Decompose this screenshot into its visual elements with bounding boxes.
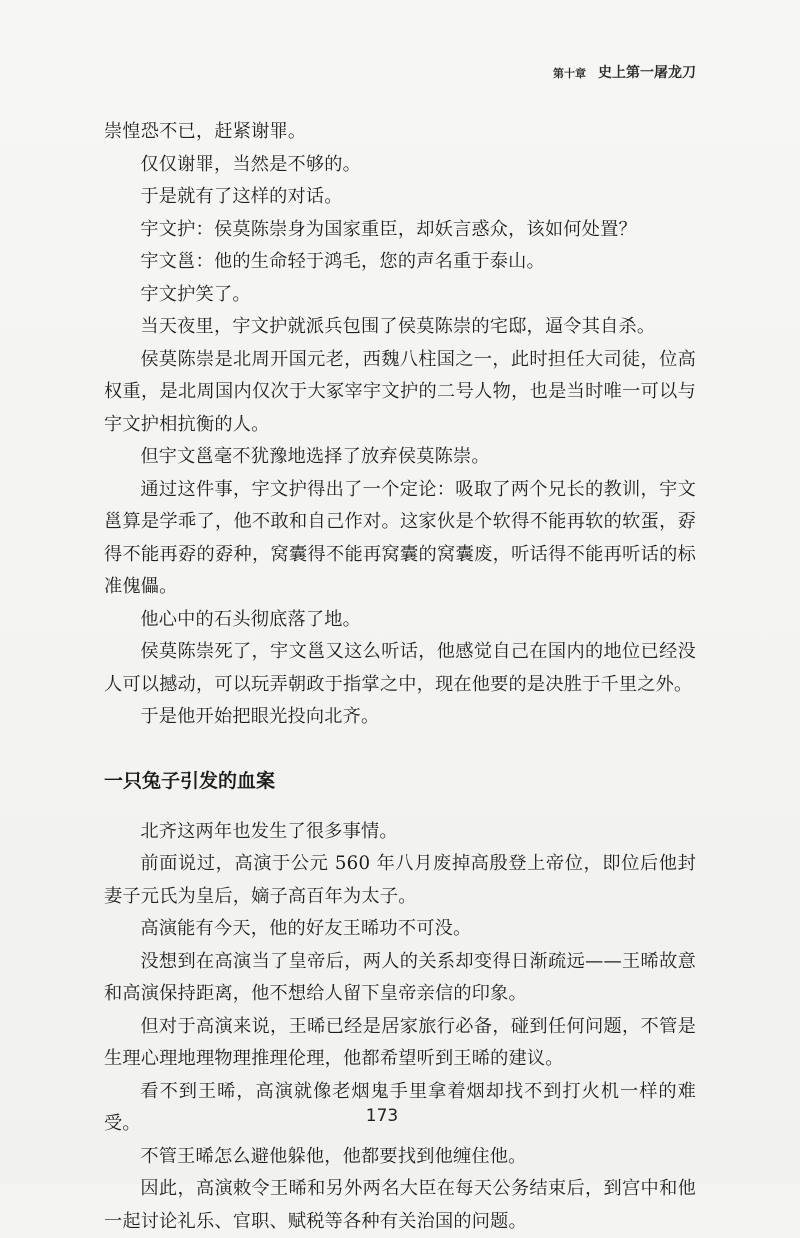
paragraph: 侯莫陈崇死了，宇文邕又这么听话，他感觉自己在国内的地位已经没人可以撼动，可以玩弄朝政于指掌之中，现在他要的是决胜于千里之外。 — [104, 641, 696, 695]
paragraph: 因此，高演敕令王晞和另外两名大臣在每天公务结束后，到宫中和他一起讨论礼乐、官职、赋税等各种有关治国的问题。 — [104, 1178, 696, 1232]
paragraph: 通过这件事，宇文护得出了一个定论：吸取了两个兄长的教训，宇文邕算是学乖了，他不敢和自己作对。这家伙是个软得不能再软的软蛋，孬得不能再孬的孬种，窝囊得不能再窝囊的窝囊废，听话得不能再听话的标准傀儡。 — [104, 478, 696, 597]
body-text — [104, 116, 696, 1238]
paragraph: 看不到王晞，高演就像老烟鬼手里拿着烟却找不到打火机一样的难受。 — [104, 1080, 696, 1134]
paragraph: 宇文护：侯莫陈崇身为国家重臣，却妖言惑众，该如何处置？ — [140, 218, 637, 240]
page-number: 173 — [365, 1106, 399, 1126]
paragraph: 崇惶恐不已，赶紧谢罪。 — [104, 121, 307, 142]
paragraph: 仅仅谢罪，当然是不够的。 — [140, 153, 362, 175]
paragraph: 前面说过，高演于公元 560 年八月废掉高殷登上帝位，即位后他封妻子元氏为皇后，嫡子高百年为太子。 — [104, 853, 696, 907]
paragraph: 侯莫陈崇是北周开国元老，西魏八柱国之一，此时担任大司徒，位高权重，是北周国内仅次于大冢宰宇文护的二号人物，也是当时唯一可以与宇文护相抗衡的人。 — [104, 348, 696, 435]
paragraph: 高演能有今天，他的好友王晞功不可没。 — [140, 918, 472, 939]
paragraph: 宇文邕：他的生命轻于鸿毛，您的声名重于泰山。 — [140, 251, 545, 272]
paragraph: 北齐这两年也发生了很多事情。 — [140, 820, 398, 842]
running-head — [553, 62, 696, 82]
paragraph: 不管王晞怎么避他躲他，他都要找到他缠住他。 — [140, 1145, 527, 1167]
paragraph: 但宇文邕毫不犹豫地选择了放弃侯莫陈崇。 — [140, 446, 490, 467]
paragraph: 当天夜里，宇文护就派兵包围了侯莫陈崇的宅邸，逼令其自杀。 — [140, 316, 656, 337]
paragraph: 没想到在高演当了皇帝后，两人的关系却变得日渐疏远——王晞故意和高演保持距离，他不想给人留下皇帝亲信的印象。 — [104, 950, 696, 1004]
paragraph: 但对于高演来说，王晞已经是居家旅行必备，碰到任何问题，不管是生理心理地理物理推理伦理，他都希望听到王晞的建议。 — [104, 1015, 696, 1069]
paragraph: 于是他开始把眼光投向北齐。 — [140, 706, 380, 727]
paragraph: 宇文护笑了。 — [140, 283, 251, 305]
paragraph: 他心中的石头彻底落了地。 — [140, 608, 362, 630]
chapter-number: 第十章 — [553, 67, 586, 80]
paragraph: 于是就有了这样的对话。 — [140, 186, 343, 207]
section-heading: 一只兔子引发的血案 — [104, 769, 276, 792]
chapter-title: 史上第一屠龙刀 — [598, 65, 696, 81]
